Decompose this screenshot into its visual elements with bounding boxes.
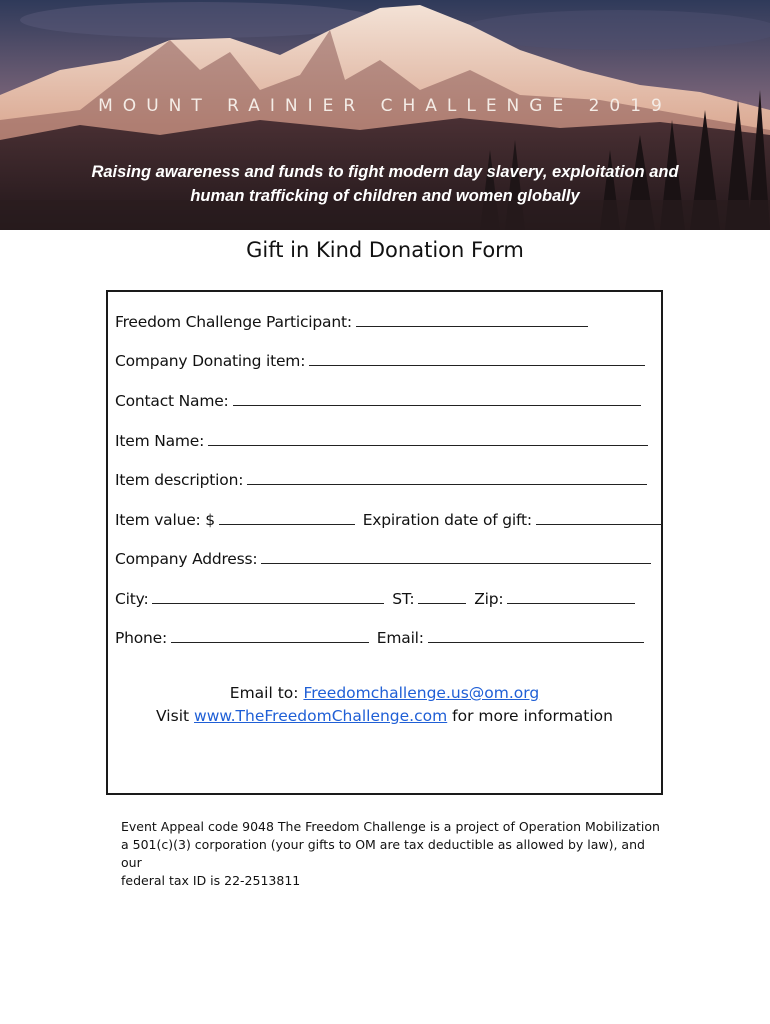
contact-name-label: Contact Name: [115,392,229,410]
email-to-label: Email to: [229,684,299,702]
email-field[interactable] [428,628,644,643]
tagline-line-1: Raising awareness and funds to fight modern day slavery, exploitation and [91,163,679,181]
visit-line [108,707,661,725]
zip-field[interactable] [507,589,635,604]
email-label: Email: [376,629,424,647]
item-name-row [115,431,651,450]
company-address-field[interactable] [261,549,651,564]
donation-form [106,290,663,795]
phone-label: Phone: [115,629,168,647]
city-label: City: [115,590,149,608]
phone-field[interactable] [171,628,369,643]
form-title: Gift in Kind Donation Form [246,238,524,262]
challenge-title: MOUNT RAINIER CHALLENGE 2019 [98,96,672,116]
expiration-field[interactable] [536,510,662,525]
tax-footnote [121,818,661,890]
email-link[interactable]: Freedomchallenge.us@om.org [303,684,540,702]
state-field[interactable] [418,589,466,604]
company-row [115,351,648,370]
item-value-label: Item value: $ [115,511,215,529]
state-label: ST: [392,590,415,608]
company-label: Company Donating item: [115,352,306,370]
item-value-row [115,510,665,529]
participant-label: Freedom Challenge Participant: [115,313,352,331]
city-field[interactable] [152,589,384,604]
zip-label: Zip: [474,590,504,608]
header-banner [0,0,770,230]
email-to-line [108,684,661,702]
contact-name-row [115,391,644,410]
expiration-label: Expiration date of gift: [362,511,532,529]
footnote-line-3: federal tax ID is 22-2513811 [121,873,301,888]
visit-label: Visit [156,707,190,725]
footnote-line-1: Event Appeal code 9048 The Freedom Challenge is a project of Operation Mobilization [121,819,660,834]
company-address-row [115,549,654,568]
contact-name-field[interactable] [233,391,641,406]
item-description-label: Item description: [115,471,244,489]
item-name-label: Item Name: [115,432,205,450]
item-value-field[interactable] [219,510,355,525]
participant-row [115,312,591,331]
item-description-row [115,470,650,489]
tagline [60,160,710,208]
tagline-line-2: human trafficking of children and women globally [190,187,580,205]
participant-field[interactable] [356,312,588,327]
company-field[interactable] [309,351,645,366]
item-description-field[interactable] [247,470,647,485]
phone-row [115,628,647,647]
footnote-line-2: a 501(c)(3) corporation (your gifts to OM are tax deductible as allowed by law), and our [121,837,645,870]
city-row [115,589,638,608]
website-link[interactable]: www.TheFreedomChallenge.com [194,707,448,725]
item-name-field[interactable] [208,431,648,446]
company-address-label: Company Address: [115,550,258,568]
visit-suffix: for more information [452,707,613,725]
